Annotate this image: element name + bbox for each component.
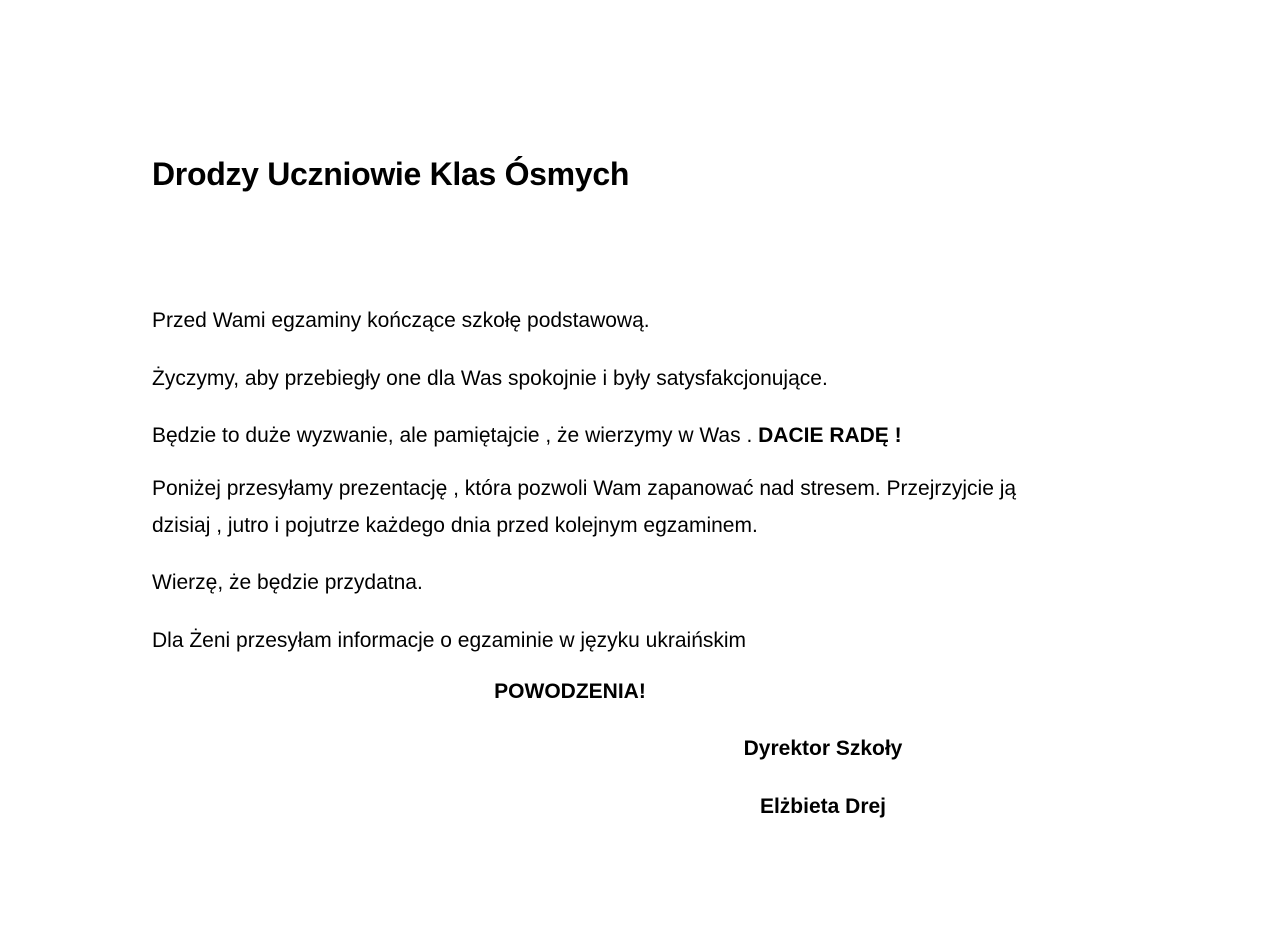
- paragraph-encouragement-bold: DACIE RADĘ !: [758, 424, 902, 447]
- paragraph-exams-intro: Przed Wami egzaminy kończące szkołę podstawową.: [152, 309, 650, 332]
- closing-wish: POWODZENIA!: [494, 680, 646, 703]
- paragraph-encouragement-text: Będzie to duże wyzwanie, ale pamiętajcie , że wierzymy w Was .: [152, 424, 753, 447]
- paragraph-belief: Wierzę, że będzie przydatna.: [152, 571, 423, 594]
- paragraph-ukrainian-info: Dla Żeni przesyłam informacje o egzaminie w języku ukraińskim: [152, 629, 747, 652]
- paragraph-presentation-line2: dzisiaj , jutro i pojutrze każdego dnia przed kolejnym egzaminem.: [152, 514, 758, 537]
- paragraph-wishes: Życzymy, aby przebiegły one dla Was spokojnie i były satysfakcjonujące.: [152, 367, 828, 390]
- page-title: Drodzy Uczniowie Klas Ósmych: [152, 156, 630, 192]
- paragraph-encouragement: [152, 417, 902, 454]
- paragraph-presentation-line1: Poniżej przesyłamy prezentację , która pozwoli Wam zapanować nad stresem. Przejrzyjcie ją: [152, 477, 1017, 500]
- signature-role: Dyrektor Szkoły: [743, 737, 903, 760]
- signature-name: Elżbieta Drej: [759, 795, 887, 818]
